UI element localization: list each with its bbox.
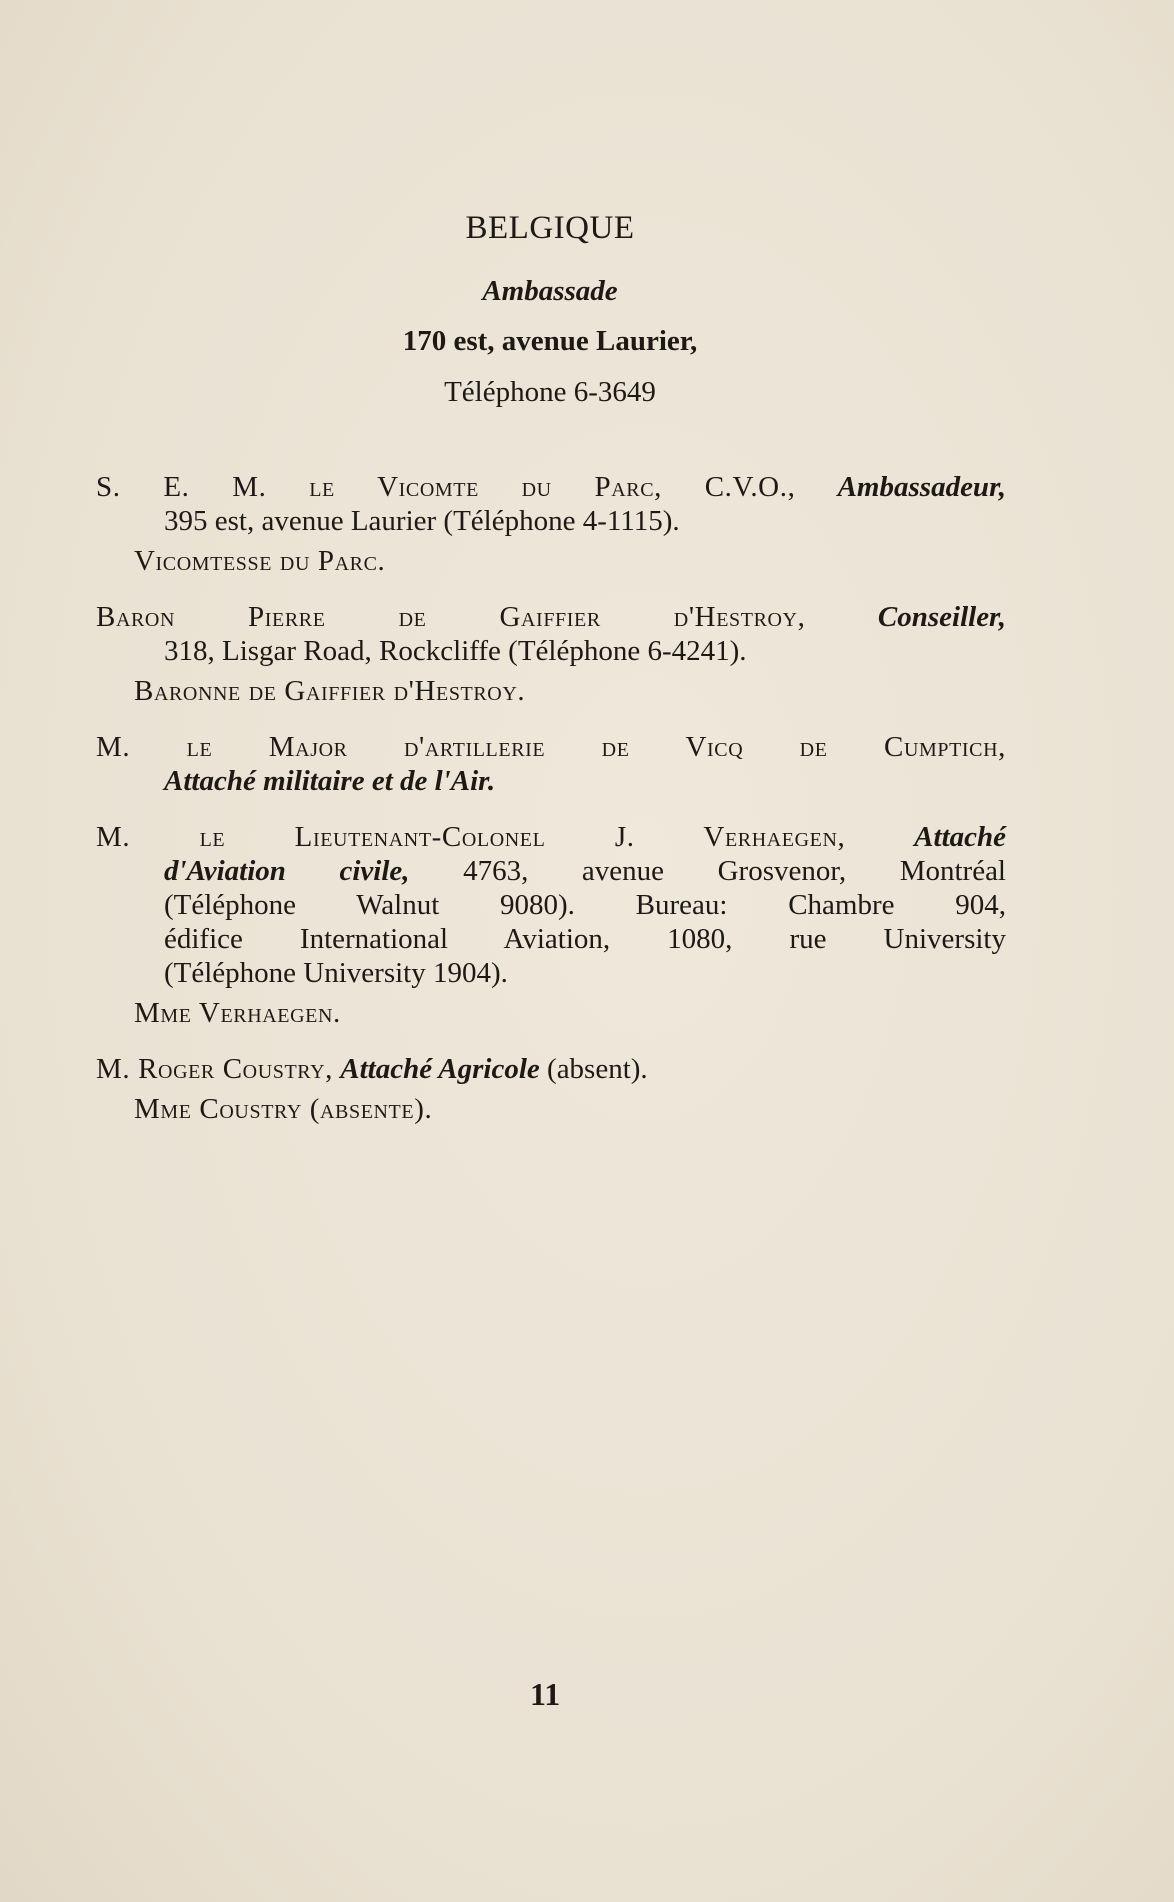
staff-role: Ambassadeur, bbox=[837, 471, 1007, 503]
staff-details: 318, Lisgar Road, Rockcliffe (Téléphone 6-4241). bbox=[164, 635, 747, 667]
mission-type: Ambassade bbox=[482, 275, 618, 307]
staff-details: (Téléphone University 1904). bbox=[164, 957, 508, 989]
staff-spouse: Mme Coustry (absente). bbox=[134, 1093, 433, 1125]
staff-list bbox=[96, 470, 1006, 1148]
embassy-phone: Téléphone 6-3649 bbox=[444, 376, 656, 408]
staff-details: édifice International Aviation, 1080, rue University bbox=[164, 923, 1006, 955]
staff-status: (absent). bbox=[547, 1053, 648, 1085]
staff-name: M. le Lieutenant-Colonel J. Verhaegen, bbox=[96, 821, 846, 853]
staff-role: Attaché bbox=[914, 821, 1007, 853]
embassy-address: 170 est, avenue Laurier, bbox=[402, 325, 698, 357]
staff-entry-counsellor bbox=[96, 600, 1006, 708]
staff-name: S. E. M. le Vicomte du Parc, C.V.O., bbox=[96, 471, 796, 503]
staff-details: 395 est, avenue Laurier (Téléphone 4-1115). bbox=[164, 505, 680, 537]
staff-spouse: Baronne de Gaiffier d'Hestroy. bbox=[134, 675, 526, 707]
staff-name: M. le Major d'artillerie de Vicq de Cumptich, bbox=[96, 731, 1006, 763]
staff-entry-military-attache bbox=[96, 730, 1006, 798]
staff-role: Attaché Agricole bbox=[340, 1053, 540, 1085]
staff-details: 4763, avenue Grosvenor, Montréal bbox=[463, 855, 1006, 887]
staff-spouse: Vicomtesse du Parc. bbox=[134, 545, 386, 577]
staff-entry-aviation-attache bbox=[96, 820, 1006, 1030]
staff-spouse: Mme Verhaegen. bbox=[134, 997, 341, 1029]
staff-details: (Téléphone Walnut 9080). Bureau: Chambre 904, bbox=[164, 889, 1006, 921]
staff-name: Baron Pierre de Gaiffier d'Hestroy, bbox=[96, 601, 806, 633]
staff-role: Attaché militaire et de l'Air. bbox=[164, 765, 496, 797]
staff-entry-ambassador bbox=[96, 470, 1006, 578]
country-heading: BELGIQUE bbox=[465, 210, 635, 246]
staff-role: Conseiller, bbox=[877, 601, 1006, 633]
staff-entry-agricultural-attache bbox=[96, 1052, 1006, 1126]
page-number: 11 bbox=[530, 1676, 561, 1712]
staff-name: M. Roger Coustry, bbox=[96, 1053, 334, 1085]
staff-role-continued: d'Aviation civile, bbox=[164, 855, 410, 887]
